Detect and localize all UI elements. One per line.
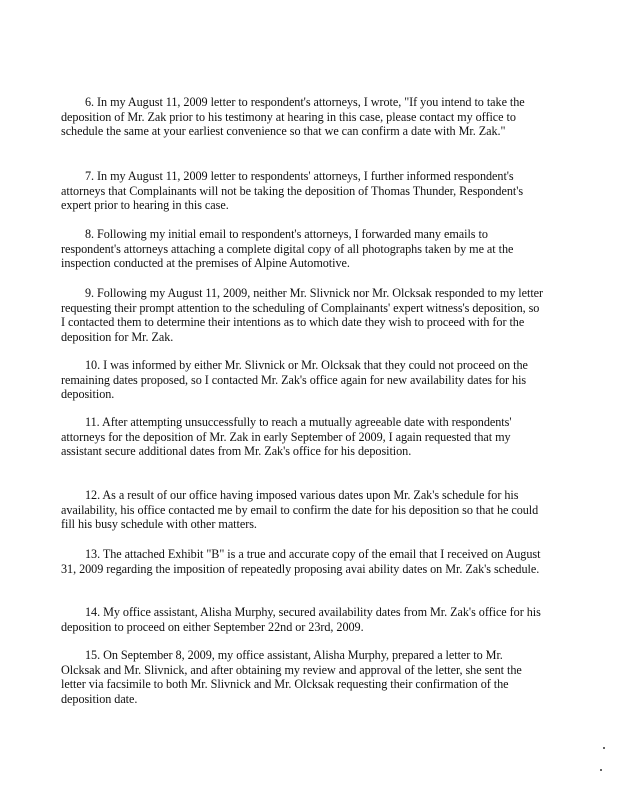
paragraph-13: 13. The attached Exhibit "B" is a true and accurate copy of the email that I received on August 31, 2009 regarding the imposition of repeatedly proposing avai ability dates on Mr. Zak's schedule. [61, 547, 541, 576]
paragraph-12: 12. As a result of our office having imposed various dates upon Mr. Zak's schedule for his availability, his office contacted me by email to confirm the date for his deposition so that he could fill his busy schedule with other matters. [61, 488, 539, 532]
paragraph-15: 15. On September 8, 2009, my office assistant, Alisha Murphy, prepared a letter to Mr. Olcksak and Mr. Slivnick, and after obtaining my review and approval of the letter, she sent the letter via facsimile to both Mr. Slivnick and Mr. Olcksak requesting their confirmation of the deposition date. [61, 648, 522, 706]
paragraph-9: 9. Following my August 11, 2009, neither Mr. Slivnick nor Mr. Olcksak responded to my letter requesting their prompt attention to the scheduling of Complainants' expert witness's deposition, so I contacted them to determine their intentions as to which date they wish to proceed with for the deposition for Mr. Zak. [61, 286, 544, 344]
scan-speck [600, 769, 602, 771]
paragraph-11: 11. After attempting unsuccessfully to reach a mutually agreeable date with respondents' attorneys for the deposition of Mr. Zak in early September of 2009, I again requested that my assistant secure additional dates from Mr. Zak's office for his deposition. [61, 415, 512, 459]
paragraph-14: 14. My office assistant, Alisha Murphy, secured availability dates from Mr. Zak's office for his deposition to proceed on either September 22nd or 23rd, 2009. [61, 605, 541, 634]
paragraph-8: 8. Following my initial email to respondent's attorneys, I forwarded many emails to respondent's attorneys attaching a complete digital copy of all photographs taken by me at the inspection conducted at the premises of Alpine Automotive. [61, 227, 514, 271]
paragraph-7: 7. In my August 11, 2009 letter to respondents' attorneys, I further informed respondent's attorneys that Complainants will not be taking the deposition of Thomas Thunder, Respondent's expert prior to hearing in this case. [61, 169, 524, 213]
paragraph-10: 10. I was informed by either Mr. Slivnick or Mr. Olcksak that they could not proceed on the remaining dates proposed, so I contacted Mr. Zak's office again for new availability dates for his deposition. [61, 358, 528, 402]
paragraph-6: 6. In my August 11, 2009 letter to respondent's attorneys, I wrote, "If you intend to take the deposition of Mr. Zak prior to his testimony at hearing in this case, please contact my office to schedule the same at your earliest convenience so that we can confirm a date with Mr. Zak." [61, 95, 525, 139]
scan-speck [603, 747, 605, 749]
